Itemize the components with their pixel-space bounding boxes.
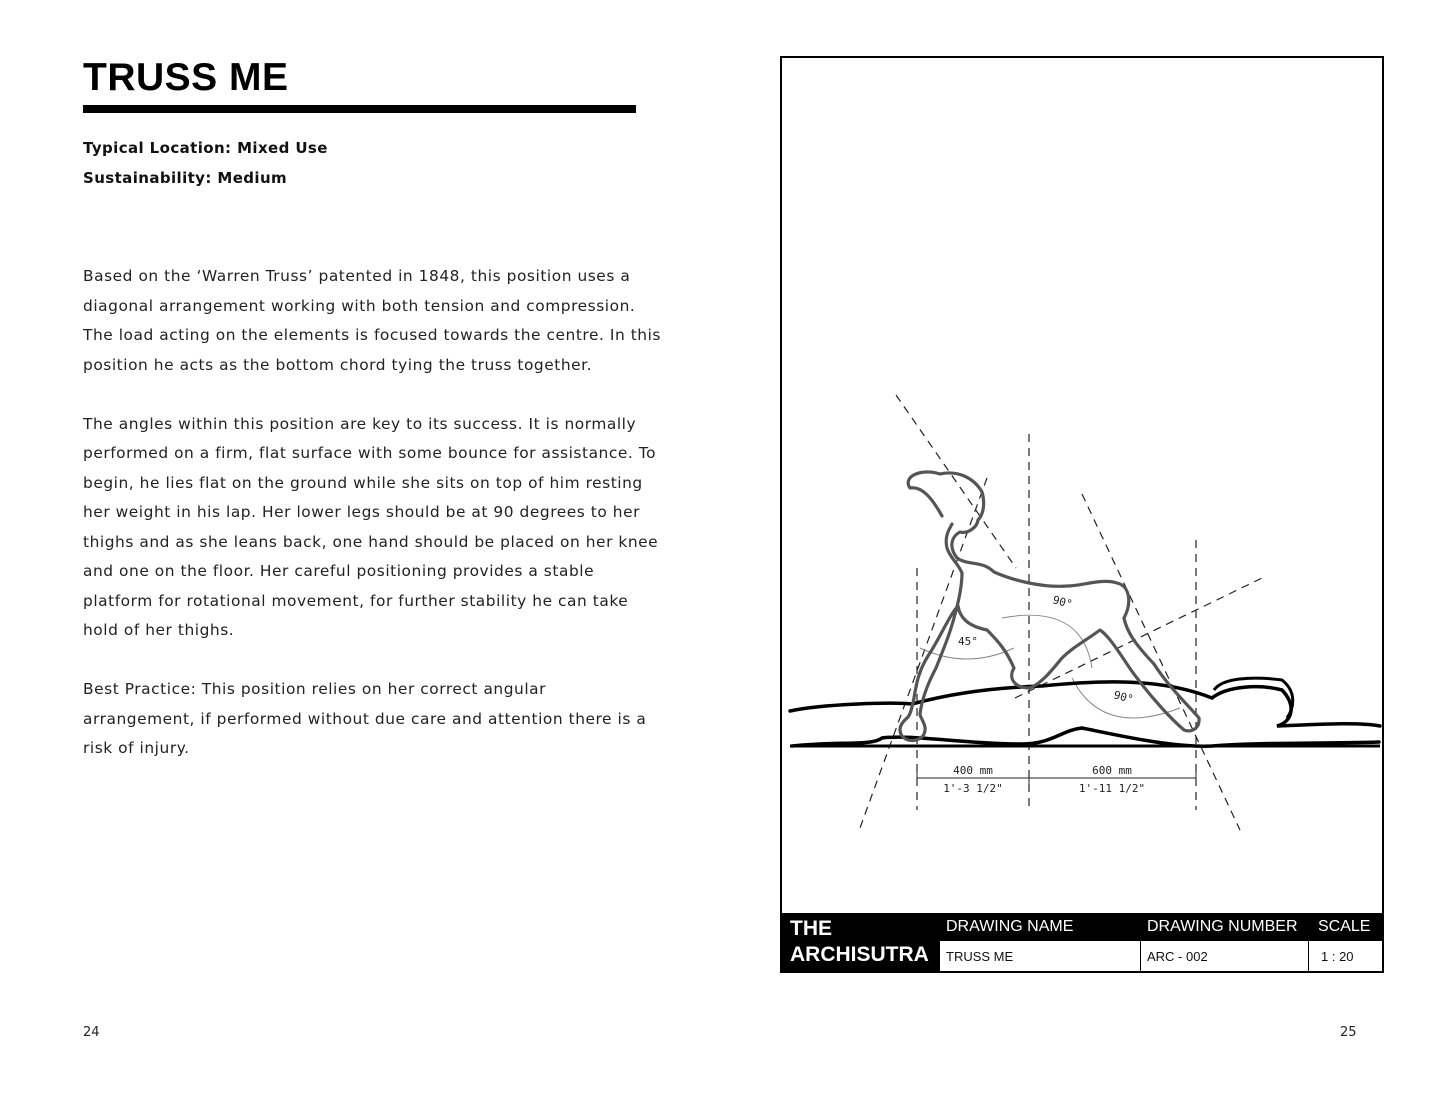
title-block-divider-1 <box>1140 941 1141 971</box>
scale-label: SCALE <box>1318 918 1371 935</box>
man-head <box>1214 678 1293 718</box>
scale-value: 1 : 20 <box>1321 949 1354 964</box>
sustainability-rating: Sustainability: Medium <box>83 169 288 187</box>
page-number-right: 25 <box>1340 1025 1357 1040</box>
figure-man <box>790 678 1380 746</box>
dimension-1-imperial: 1'-3 1/2" <box>943 782 1003 795</box>
figure-woman <box>900 472 1199 741</box>
drawing-name-value: TRUSS ME <box>946 949 1014 964</box>
dimension-1-metric: 400 mm <box>953 764 993 777</box>
diagonal-guide-3 <box>1082 494 1240 830</box>
title-block-header <box>940 913 1382 941</box>
angle-label-90-lower: 90° <box>1112 688 1135 707</box>
drawing-number-label: DRAWING NUMBER <box>1147 918 1298 935</box>
angle-arcs <box>920 615 1180 718</box>
drawing-sheet <box>780 56 1384 973</box>
drawing-number-value: ARC - 002 <box>1147 949 1208 964</box>
brand-logo <box>782 913 940 971</box>
page-number-left: 24 <box>83 1025 100 1040</box>
figure-drawing <box>782 58 1382 913</box>
paragraph-intro: Based on the ‘Warren Truss’ patented in 1848, this position uses a diagonal arrangement working with both tension and compression. The load acting on the elements is focused towards the centre. In this position he acts as the bottom chord tying the truss together. <box>83 267 661 374</box>
brand-line-1: THE <box>790 917 832 940</box>
paragraph-best-practice: Best Practice: This position relies on her correct angular arrangement, if performed without due care and attention there is a risk of injury. <box>83 680 647 757</box>
body-text <box>83 262 663 793</box>
paragraph-angles: The angles within this position are key to its success. It is normally performed on a firm, flat surface with some bounce for assistance. To begin, he lies flat on the ground while she sits on top of him resting her weight in his lap. Her lower legs should be at 90 degrees to her thighs and as she leans back, one hand should be placed on her knee and one on the floor. Her careful positioning provides a stable platform for rotational movement, for further stability he can take hold of her thighs. <box>83 414 659 639</box>
woman-outline <box>900 472 1199 741</box>
typical-location: Typical Location: Mixed Use <box>83 139 328 157</box>
dimension-2-imperial: 1'-11 1/2" <box>1078 782 1146 795</box>
dimension-labels <box>943 764 1145 795</box>
title-block <box>782 913 1382 971</box>
diagonal-guide-1 <box>896 395 1016 568</box>
brand-line-2: ARCHISUTRA <box>790 943 929 966</box>
meta-block <box>83 138 328 198</box>
title-block-values <box>940 941 1382 971</box>
angle-arc-45 <box>920 648 1014 659</box>
angle-label-45: 45° <box>958 635 978 648</box>
title-block-divider-2 <box>1308 941 1309 971</box>
dimension-2-metric: 600 mm <box>1092 764 1132 777</box>
drawing-name-label: DRAWING NAME <box>946 918 1074 935</box>
construction-lines <box>860 395 1262 830</box>
angle-arc-90-upper <box>1002 615 1092 668</box>
angle-label-90-upper: 90° <box>1051 593 1074 612</box>
title-underline <box>83 105 636 113</box>
page-title: TRUSS ME <box>83 56 289 99</box>
man-front-outline <box>792 728 1379 746</box>
